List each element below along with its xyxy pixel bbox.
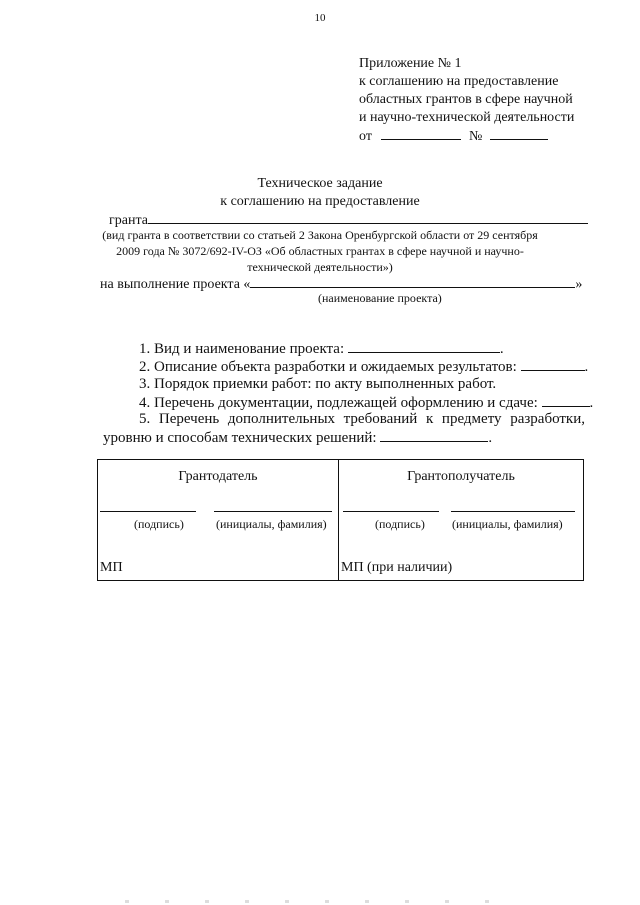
page-number: 10 xyxy=(314,12,326,24)
grantor-initials-line xyxy=(214,511,332,512)
project-close-quote: » xyxy=(575,277,583,292)
grant-label: гранта xyxy=(109,213,148,228)
grantor-stamp-place: МП xyxy=(100,560,123,575)
grantee-stamp-place: МП (при наличии) xyxy=(341,560,453,575)
project-label: на выполнение проекта « xyxy=(100,277,251,292)
from-label: от xyxy=(359,129,372,144)
item-3: 3. Порядок приемки работ: по акту выполненных работ. xyxy=(139,376,497,392)
grantor-signature-caption: (подпись) xyxy=(134,517,184,531)
grantee-initials-line xyxy=(451,511,575,512)
appendix-line-2: к соглашению на предоставление xyxy=(359,74,559,89)
item-5-blank xyxy=(380,429,488,442)
grantee-initials-caption: (инициалы, фамилия) xyxy=(452,517,563,531)
project-caption: (наименование проекта) xyxy=(318,291,442,305)
document-title: Техническое задание xyxy=(257,176,383,191)
grantee-cell xyxy=(339,460,583,580)
item-2-blank xyxy=(521,358,585,371)
grant-note-3: технической деятельности») xyxy=(247,260,393,274)
scan-artifact xyxy=(125,900,505,903)
grant-line xyxy=(109,211,588,229)
appendix-line-4: и научно-технической деятельности xyxy=(359,110,575,125)
grantor-cell xyxy=(98,460,338,580)
item-2 xyxy=(139,358,588,376)
item-5-text: уровню и способам технических решений: xyxy=(103,430,377,446)
signature-table xyxy=(97,459,584,581)
item-1-blank xyxy=(348,340,500,353)
number-blank xyxy=(490,127,548,140)
project-blank xyxy=(250,275,575,288)
grantor-heading: Грантодатель xyxy=(178,469,258,484)
document-subtitle: к соглашению на предоставление xyxy=(220,194,420,209)
number-label: № xyxy=(468,129,483,144)
grantee-heading: Грантополучатель xyxy=(407,469,515,484)
item-5-end: . xyxy=(488,430,493,446)
grantor-initials-caption: (инициалы, фамилия) xyxy=(216,517,327,531)
item-5-line-2 xyxy=(103,429,492,447)
item-4-text: 4. Перечень документации, подлежащей оформлению и сдаче: xyxy=(139,395,538,411)
item-4-end: . xyxy=(589,395,594,411)
appendix-date-number xyxy=(359,127,574,146)
date-blank xyxy=(381,127,461,140)
item-5-line-1: 5. Перечень дополнительных требований к предмету разработки, xyxy=(139,411,585,427)
appendix-line-1: Приложение № 1 xyxy=(359,56,462,71)
grantee-signature-line xyxy=(343,511,439,512)
item-2-text: 2. Описание объекта разработки и ожидаемых результатов: xyxy=(139,359,517,375)
grantor-signature-line xyxy=(100,511,196,512)
grant-note-1: (вид гранта в соответствии со статьей 2 Закона Оренбургской области от 29 сентября xyxy=(102,228,538,242)
appendix-line-3: областных грантов в сфере научной xyxy=(359,92,573,107)
item-2-end: . xyxy=(584,359,589,375)
grant-blank xyxy=(148,211,588,224)
item-1 xyxy=(139,340,504,358)
item-1-text: 1. Вид и наименование проекта: xyxy=(139,341,345,357)
item-1-end: . xyxy=(499,341,504,357)
item-4 xyxy=(139,394,593,412)
grantee-signature-caption: (подпись) xyxy=(375,517,425,531)
appendix-header xyxy=(359,55,574,146)
item-4-blank xyxy=(542,394,590,407)
grant-note-2: 2009 года № 3072/692-IV-ОЗ «Об областных грантах в сфере научной и научно- xyxy=(116,244,524,258)
